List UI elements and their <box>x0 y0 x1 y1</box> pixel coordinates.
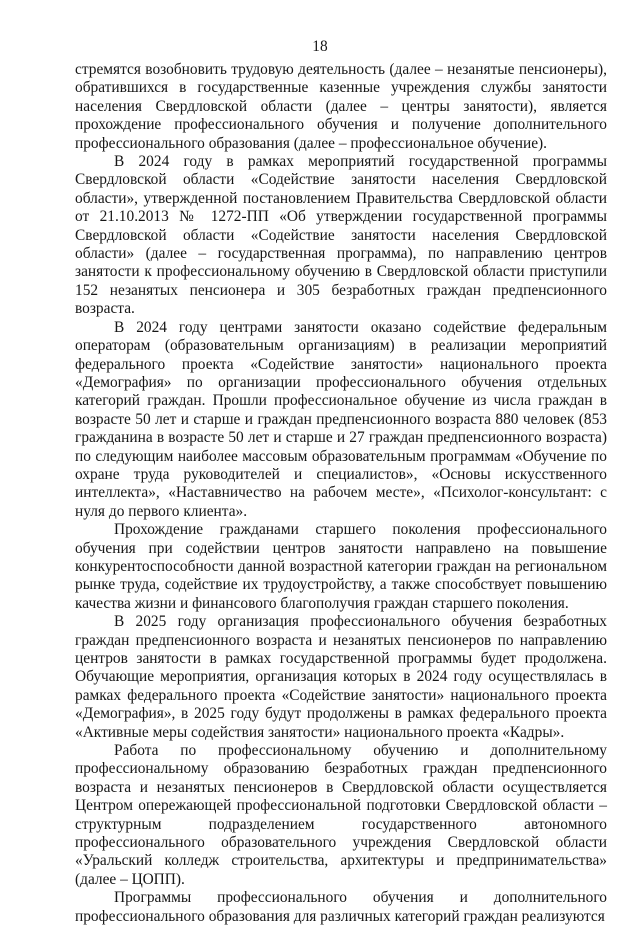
paragraph-competitiveness: Прохождение гражданами старшего поколения профессионального обучения при содействии центров занятости направлено на повышение конкурентоспособности данной возрастной категории граждан на региональном рынке труда, содействие их трудоустройству, а также способствует повышению качества жизни и финансового благополучия граждан старшего поколения. <box>75 521 607 612</box>
paragraph-state-program: В 2024 году в рамках мероприятий государственной программы Свердловской области «Содействие занятости населения Свердловской области», утвержденной постановлением Правительства Свердловской области от 21.10.2013 № 1272-ПП «Об утверждении государственной программы Свердловской области «Содействие занятости населения Свердловской области» (далее – государственная программа), по направлению центров занятости к профессиональному обучению в Свердловской области приступили 152 незанятых пенсионера и 305 безработных граждан предпенсионного возраста. <box>75 153 607 318</box>
paragraph-programs: Программы профессионального обучения и дополнительного профессионального образования для различных категорий граждан реализуются <box>75 889 607 925</box>
paragraph-federal-operators: В 2024 году центрами занятости оказано содействие федеральным операторам (образовательным организациям) в реализации мероприятий федерального проекта «Содействие занятости» национального проекта «Демография» по организации профессионального обучения отдельных категорий граждан. Прошли профессиональное обучение из числа граждан в возрасте 50 лет и старше и граждан предпенсионного возраста 880 человек (853 гражданина в возрасте 50 лет и старше и 27 граждан предпенсионного возраста) по следующим наиболее массовым образовательным программам «Обучение по охране труда руководителей и специалистов», «Основы искусственного интеллекта», «Наставничество на рабочем месте», «Психолог-консультант: с нуля до первого клиента». <box>75 318 607 520</box>
page-number: 18 <box>312 38 328 55</box>
paragraph-2025-plans: В 2025 году организация профессионального обучения безработных граждан предпенсионного возраста и незанятых пенсионеров по направлению центров занятости в рамках государственной программы будет продолжена. Обучающие мероприятия, организация которых в 2024 году осуществлялась в рамках федерального проекта «Содействие занятости» национального проекта «Демография», в 2025 году будут продолжены в рамках федерального проекта «Активные меры содействия занятости» национального проекта «Кадры». <box>75 613 607 741</box>
paragraph-continuation: стремятся возобновить трудовую деятельность (далее – незанятые пенсионеры), обратившихся в государственные казенные учреждения службы занятости населения Свердловской области (далее – центры занятости), является прохождение профессионального обучения и получение дополнительного профессионального образования (далее – профессиональное обучение). <box>75 61 607 152</box>
document-body <box>75 61 607 926</box>
paragraph-copp: Работа по профессиональному обучению и дополнительному профессиональному образованию безработных граждан предпенсионного возраста и незанятых пенсионеров в Свердловской области осуществляется Центром опережающей профессиональной подготовки Свердловской области – структурным подразделением государственного автономного профессионального образовательного учреждения Свердловской области «Уральский колледж строительства, архитектуры и предпринимательства» (далее – ЦОПП). <box>75 742 607 888</box>
